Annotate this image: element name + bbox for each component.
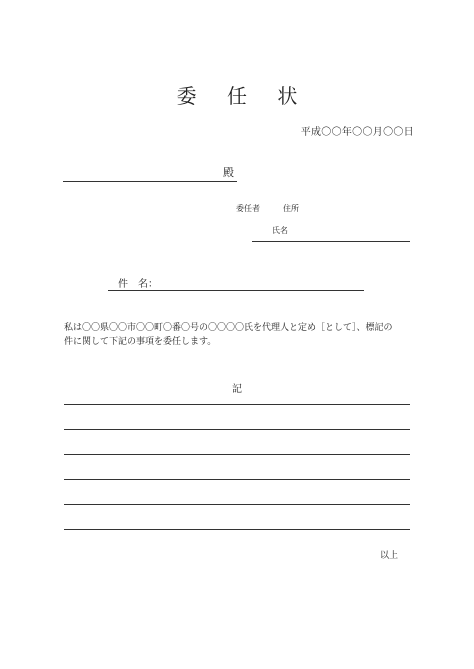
entry-line — [64, 404, 410, 405]
closing-text: 以上 — [379, 551, 398, 561]
document-title: 委 任 状 — [176, 84, 310, 108]
addressee-suffix: 殿 — [223, 166, 234, 179]
grantor-name-line — [252, 241, 410, 242]
body-line-1: 私は〇〇県〇〇市〇〇町〇番〇号の〇〇〇〇氏を代理人と定め［として］、標記の — [64, 323, 393, 333]
body-line-2: 件に関して下記の事項を委任します。 — [64, 337, 217, 347]
entry-line — [64, 454, 410, 455]
subject-line — [108, 290, 364, 291]
body-text — [64, 321, 414, 349]
addressee-line — [63, 181, 237, 182]
subject-label: 件 名： — [118, 279, 158, 290]
entry-line — [64, 479, 410, 480]
entry-line — [64, 429, 410, 430]
entry-line — [64, 504, 410, 505]
grantor-name-label: 氏名 — [272, 226, 288, 235]
grantor-address-label: 住所 — [283, 204, 299, 213]
grantor-label: 委任者 — [236, 204, 260, 213]
entry-line — [64, 529, 410, 530]
document-date: 平成〇〇年〇〇月〇〇日 — [300, 127, 414, 138]
ki-heading: 記 — [232, 384, 242, 395]
